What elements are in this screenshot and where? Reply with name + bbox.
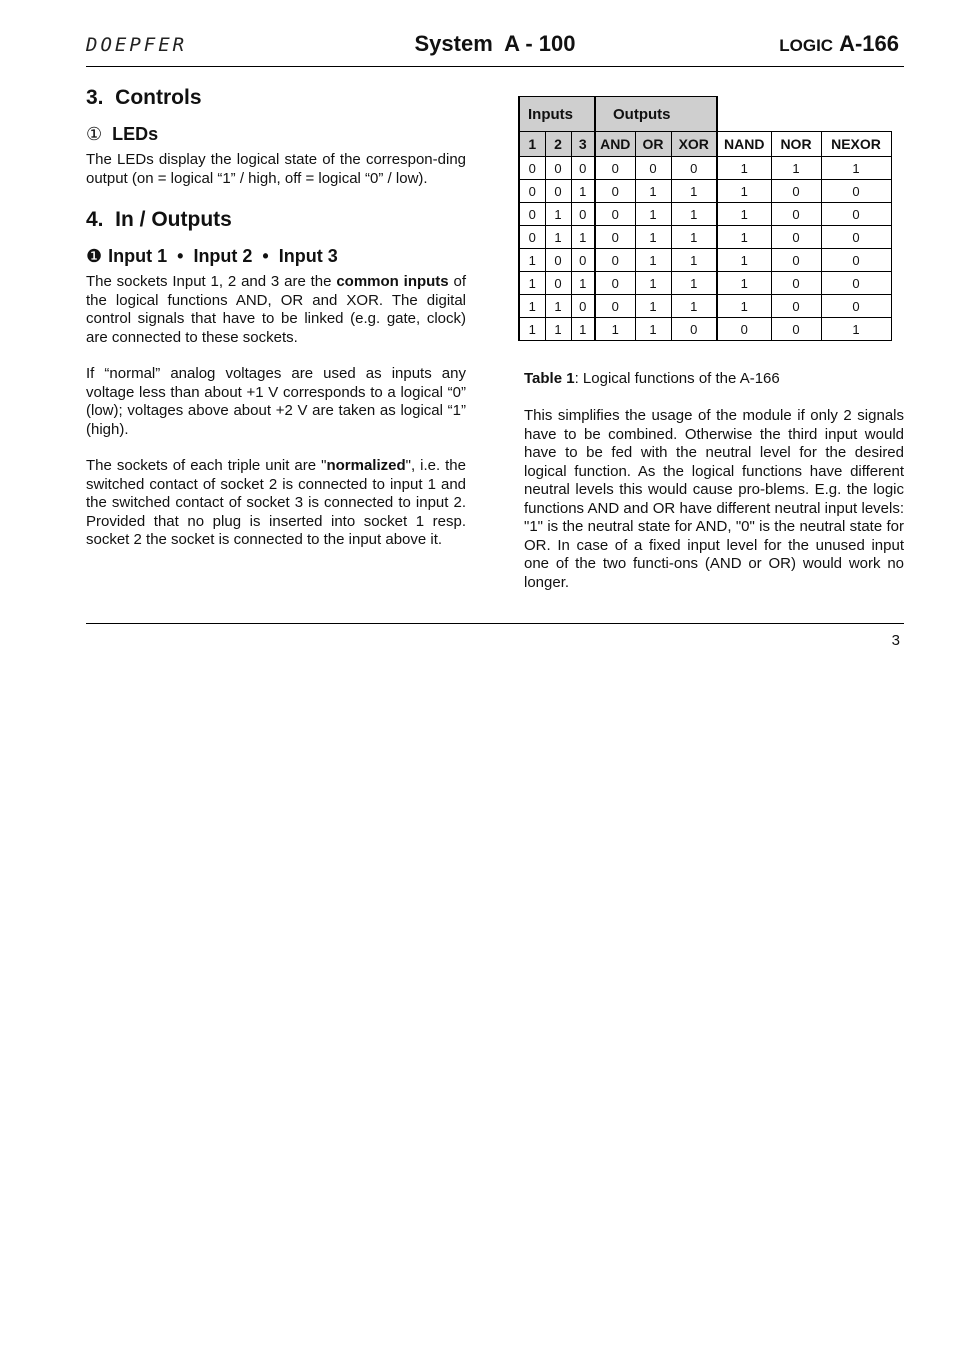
table-cell: 1 xyxy=(717,226,771,249)
table-cell: 0 xyxy=(545,157,571,180)
p3-bold: normalized xyxy=(326,457,406,474)
table-cell: 1 xyxy=(717,203,771,226)
leds-heading xyxy=(86,124,466,145)
table-cell: 1 xyxy=(571,272,595,295)
caption-text: : Logical functions of the A-166 xyxy=(574,370,780,387)
brand-logo: DOEPFER xyxy=(86,34,188,56)
table-row xyxy=(519,318,891,341)
column-header: XOR xyxy=(671,132,717,157)
table-cell: 0 xyxy=(771,272,821,295)
p3-text-a: The sockets of each triple unit are " xyxy=(86,457,327,474)
module-label xyxy=(779,31,899,57)
table-cell: 0 xyxy=(771,295,821,318)
table-cell: 1 xyxy=(519,272,545,295)
table-cell: 0 xyxy=(519,180,545,203)
table-cell: 1 xyxy=(635,318,671,341)
table-cell: 1 xyxy=(717,272,771,295)
inputs-paragraph-1 xyxy=(86,273,466,347)
column-header: 3 xyxy=(571,132,595,157)
p3-text-b: ", i.e. the switched contact of socket 2 is connected to input 1 and the switched contact of socket 3 is connected to input 2. Provided that no plug is inserted into socket 1 resp. socket 2 the socket is connected to the input above it. xyxy=(86,457,466,548)
table-cell: 0 xyxy=(771,249,821,272)
inputs-title: Input 1 • Input 2 • Input 3 xyxy=(108,246,338,266)
table-cell: 0 xyxy=(771,180,821,203)
column-header: 1 xyxy=(519,132,545,157)
table-cell: 1 xyxy=(545,203,571,226)
table-cell: 0 xyxy=(571,203,595,226)
leds-title: LEDs xyxy=(112,124,159,144)
table-cell: 0 xyxy=(717,318,771,341)
table-cell: 1 xyxy=(519,318,545,341)
inputs-heading xyxy=(86,246,466,267)
table-row xyxy=(519,295,891,318)
table-cell: 0 xyxy=(671,157,717,180)
table-cell: 0 xyxy=(821,226,891,249)
table-cell: 1 xyxy=(571,180,595,203)
inputs-paragraph-2: If “normal” analog voltages are used as inputs any voltage less than about +1 V corresponds to a logical “0” (low); voltages above about +2 V are taken as logical “1” (high). xyxy=(86,365,466,438)
table-caption xyxy=(524,370,780,387)
filled-circle-one-icon: ❶ xyxy=(86,246,103,266)
controls-heading: 3. Controls xyxy=(86,86,202,109)
module-prefix: LOGIC xyxy=(779,36,834,55)
table-cell: 0 xyxy=(545,180,571,203)
footer-divider xyxy=(86,623,904,624)
column-header: NEXOR xyxy=(821,132,891,157)
table-cell: 1 xyxy=(671,180,717,203)
table-cell: 1 xyxy=(545,226,571,249)
table-cell: 1 xyxy=(571,226,595,249)
table-cell: 1 xyxy=(821,157,891,180)
table-cell: 1 xyxy=(771,157,821,180)
table-cell: 0 xyxy=(635,157,671,180)
table-cell: 0 xyxy=(671,318,717,341)
table-row xyxy=(519,272,891,295)
page-number: 3 xyxy=(891,632,900,649)
table-cell: 1 xyxy=(671,249,717,272)
table-cell: 0 xyxy=(771,203,821,226)
page-header xyxy=(86,28,904,67)
table-cell: 0 xyxy=(595,157,635,180)
table-cell: 1 xyxy=(671,272,717,295)
column-header: 2 xyxy=(545,132,571,157)
table-cell: 0 xyxy=(595,180,635,203)
table-cell: 0 xyxy=(571,249,595,272)
table-row xyxy=(519,249,891,272)
table-cell: 1 xyxy=(545,295,571,318)
system-title: System A - 100 xyxy=(414,31,576,56)
table-cell: 0 xyxy=(519,203,545,226)
table-cell: 0 xyxy=(821,272,891,295)
table-cell: 0 xyxy=(771,318,821,341)
table-row xyxy=(519,203,891,226)
table-cell: 0 xyxy=(821,295,891,318)
left-column xyxy=(86,86,466,568)
p1-text-a: The sockets Input 1, 2 and 3 are the xyxy=(86,273,337,290)
table-cell: 0 xyxy=(595,226,635,249)
table-cell: 0 xyxy=(545,272,571,295)
column-header: OR xyxy=(635,132,671,157)
right-column xyxy=(518,96,905,341)
table-cell: 0 xyxy=(571,295,595,318)
header-blank xyxy=(717,97,891,132)
table-cell: 1 xyxy=(717,180,771,203)
column-header: NAND xyxy=(717,132,771,157)
table-cell: 0 xyxy=(595,295,635,318)
table-cell: 1 xyxy=(595,318,635,341)
circled-one-icon: ① xyxy=(86,124,103,144)
table-cell: 1 xyxy=(635,180,671,203)
inputs-group-header: Inputs xyxy=(519,97,595,132)
column-header: NOR xyxy=(771,132,821,157)
table-cell: 1 xyxy=(717,249,771,272)
table-cell: 1 xyxy=(821,318,891,341)
table-cell: 1 xyxy=(635,249,671,272)
table-row xyxy=(519,226,891,249)
table-cell: 0 xyxy=(771,226,821,249)
truth-table-body xyxy=(519,157,891,341)
table-row xyxy=(519,157,891,180)
column-header: AND xyxy=(595,132,635,157)
table-cell: 0 xyxy=(545,249,571,272)
table-row xyxy=(519,180,891,203)
table-cell: 1 xyxy=(635,272,671,295)
table-cell: 1 xyxy=(635,203,671,226)
caption-label: Table 1 xyxy=(524,370,575,387)
table-cell: 0 xyxy=(519,157,545,180)
table-cell: 1 xyxy=(671,295,717,318)
p1-bold: common inputs xyxy=(336,273,449,290)
table-cell: 0 xyxy=(821,249,891,272)
outputs-group-header: Outputs xyxy=(595,97,717,132)
leds-text: The LEDs display the logical state of the correspon-ding output (on = logical “1” / high, off = logical “0” / low). xyxy=(86,151,466,187)
table-cell: 1 xyxy=(671,203,717,226)
table-cell: 1 xyxy=(571,318,595,341)
table-cell: 1 xyxy=(635,226,671,249)
truth-table xyxy=(518,96,892,341)
right-column-text xyxy=(524,407,904,610)
table-cell: 0 xyxy=(519,226,545,249)
table-cell: 0 xyxy=(571,157,595,180)
table-cell: 1 xyxy=(671,226,717,249)
table-cell: 1 xyxy=(545,318,571,341)
inputs-paragraph-3 xyxy=(86,457,466,550)
table-cell: 0 xyxy=(595,272,635,295)
table-cell: 0 xyxy=(821,180,891,203)
table-cell: 1 xyxy=(635,295,671,318)
column-header-row xyxy=(519,132,891,157)
p1-text-b: of the logical functions AND, OR and XOR. The digital control signals that have to be linked (e.g. gate, clock) are connected to these sockets. xyxy=(86,273,466,346)
table-cell: 0 xyxy=(821,203,891,226)
table-cell: 1 xyxy=(519,249,545,272)
table-cell: 0 xyxy=(595,249,635,272)
neutral-level-paragraph: This simplifies the usage of the module if only 2 signals have to be combined. Otherwise the third input would have to be fed with the neutral level for the desired logical function. As the logical functions have different neutral levels this would cause pro-blems. E.g. the logic functions AND and OR have different neutral input levels: "1" is the neutral state for AND, "0" is the neutral state for OR. In case of a fixed input level for the unused input one of the two functi-ons (AND or OR) would work no longer. xyxy=(524,407,904,591)
module-code: A-166 xyxy=(839,31,899,56)
table-cell: 1 xyxy=(717,157,771,180)
table-cell: 0 xyxy=(595,203,635,226)
table-cell: 1 xyxy=(519,295,545,318)
table-cell: 1 xyxy=(717,295,771,318)
inouts-heading: 4. In / Outputs xyxy=(86,208,232,231)
